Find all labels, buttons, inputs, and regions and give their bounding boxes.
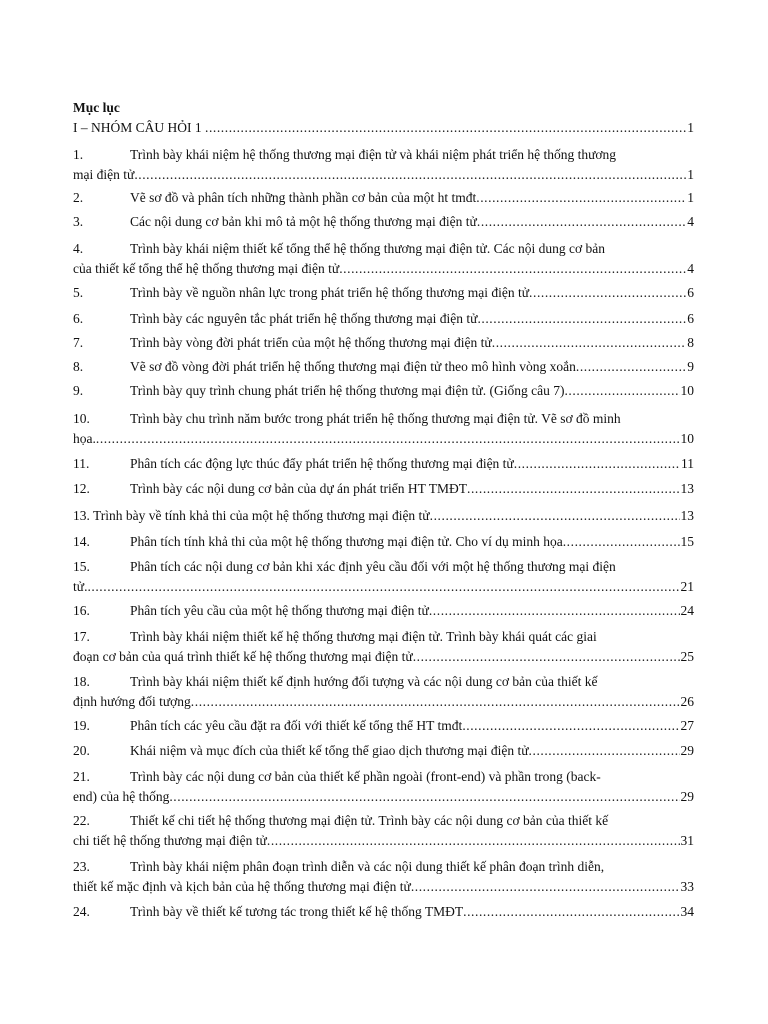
toc-entry-title: Trình bày khái niệm phân đoạn trình diễn và các nội dung thiết kế phân đoạn trình diễn, — [130, 859, 605, 874]
toc-entry-title: chi tiết hệ thống thương mại điện tử — [73, 833, 267, 848]
toc-entry[interactable] — [73, 557, 694, 597]
toc-entry-title: end) của hệ thống — [73, 789, 170, 804]
toc-entry[interactable] — [73, 767, 694, 807]
toc-entry-title: Trình bày khái niệm thiết kế hệ thống thương mại điện tử. Trình bày khái quát các giai — [130, 629, 597, 644]
toc-entry-title: Trình bày khái niệm hệ thống thương mại điện tử và khái niệm phát triển hệ thống thương — [130, 147, 617, 162]
toc-entry[interactable] — [73, 857, 694, 897]
toc-entry-page: 6 — [686, 283, 694, 303]
toc-entry-number: 11. — [73, 456, 90, 471]
toc-entry-title: Thiết kế chi tiết hệ thống thương mại điện tử. Trình bày các nội dung cơ bản của thiết kế — [130, 813, 609, 828]
toc-entry-page: 6 — [686, 309, 694, 329]
toc-entry[interactable] — [73, 145, 694, 185]
toc-entry-page: 27 — [680, 716, 695, 736]
toc-entry-page: 24 — [680, 601, 695, 621]
toc-entry-title: Vẽ sơ đồ và phân tích những thành phần cơ bản của một ht tmđt — [130, 190, 477, 205]
toc-entry-page: 33 — [680, 877, 695, 897]
toc-entry-title: Trình bày khái niệm thiết kế tổng thể hệ thống thương mại điện tử. Các nội dung cơ bản — [130, 241, 605, 256]
toc-entry-page: 1 — [686, 165, 694, 185]
toc-entry[interactable] — [73, 741, 694, 761]
toc-entry[interactable] — [73, 716, 694, 736]
toc-entry-page: 26 — [680, 692, 695, 712]
toc-entry-title: Trình bày vòng đời phát triển của một hệ thống thương mại điện tử — [130, 335, 492, 350]
toc-entry-title: Trình bày các nguyên tắc phát triển hệ thống thương mại điện tử — [130, 311, 478, 326]
toc-entry-title: Trình bày các nội dung cơ bản của thiết kế phần ngoài (front-end) và phần trong (back- — [130, 769, 601, 784]
toc-entry-title: Phân tích các nội dung cơ bản khi xác định yêu cầu đối với một hệ thống thương mại điện — [130, 559, 616, 574]
toc-entry-page: 34 — [680, 902, 695, 922]
toc-entry-page: 29 — [680, 741, 695, 761]
toc-entry-page: 15 — [680, 532, 695, 552]
toc-entry-title: Phân tích yêu cầu của một hệ thống thương mại điện tử — [130, 603, 429, 618]
toc-entry-number: 19. — [73, 718, 90, 733]
toc-entry[interactable] — [73, 479, 694, 499]
toc-entry-number: 13. — [73, 508, 90, 523]
toc-entry[interactable] — [73, 283, 694, 303]
toc-entry[interactable] — [73, 532, 694, 552]
toc-entry-page: 9 — [686, 357, 694, 377]
toc-entry[interactable] — [73, 627, 694, 667]
toc-entry-page: 29 — [680, 787, 695, 807]
toc-entry-number: 10. — [73, 411, 90, 426]
toc-entry-page: 21 — [680, 577, 695, 597]
toc-entry[interactable] — [73, 188, 694, 208]
toc-entry-page: 8 — [686, 333, 694, 353]
toc-entry-number: 12. — [73, 481, 90, 496]
toc-entry-page: 4 — [686, 259, 694, 279]
toc-entry[interactable] — [73, 212, 694, 232]
toc-entry-number: 21. — [73, 769, 90, 784]
toc-entry-number: 20. — [73, 743, 90, 758]
toc-entry-title: Trình bày về thiết kế tương tác trong thiết kế hệ thống TMĐT — [130, 904, 464, 919]
toc-entry-title: Khái niệm và mục đích của thiết kế tổng thể giao dịch thương mại điện tử — [130, 743, 529, 758]
toc-entry-number: 3. — [73, 214, 84, 229]
toc-entry-number: 5. — [73, 285, 84, 300]
toc-entry-number: 16. — [73, 603, 90, 618]
toc-entry[interactable] — [73, 409, 694, 449]
toc-entry-page: 31 — [680, 831, 695, 851]
toc-entry-title: Phân tích các yêu cầu đặt ra đối với thiết kế tổng thể HT tmđt — [130, 718, 463, 733]
toc-entry-number: 7. — [73, 335, 84, 350]
toc-entry[interactable] — [73, 357, 694, 377]
toc-entry-title: Phân tích các động lực thúc đẩy phát triển hệ thống thương mại điện tử — [130, 456, 514, 471]
toc-entry-number: 22. — [73, 813, 90, 828]
toc-entry-title: họa. — [73, 431, 96, 446]
toc-entry-number: 14. — [73, 534, 90, 549]
toc-section-page: 1 — [686, 118, 694, 138]
toc-entry-title: mại điện tử — [73, 167, 135, 182]
toc-entry-page: 13 — [680, 479, 695, 499]
toc-section-title: I – NHÓM CÂU HỎI 1 — [73, 120, 202, 135]
toc-entry-number: 9. — [73, 383, 84, 398]
toc-entry-title: Trình bày chu trình năm bước trong phát triển hệ thống thương mại điện tử. Vẽ sơ đồ minh — [130, 411, 621, 426]
toc-entry-title: Trình bày quy trình chung phát triển hệ thống thương mại điện tử. (Giống câu 7) — [130, 383, 565, 398]
toc-entry[interactable] — [73, 601, 694, 621]
toc-entry-page: 10 — [680, 381, 695, 401]
toc-entry-number: 4. — [73, 241, 84, 256]
toc-entry[interactable] — [73, 309, 694, 329]
toc-entry-title: đoạn cơ bản của quá trình thiết kế hệ thống thương mại điện tử — [73, 649, 413, 664]
toc-entry-number: 1. — [73, 147, 84, 162]
toc-entry-title: Trình bày các nội dung cơ bản của dự án phát triển HT TMĐT — [130, 481, 468, 496]
toc-entry-number: 6. — [73, 311, 84, 326]
toc-entry-number: 23. — [73, 859, 90, 874]
toc-entry[interactable] — [73, 672, 694, 712]
toc-entry-page: 10 — [680, 429, 695, 449]
toc-entry[interactable] — [73, 454, 694, 474]
toc-entry[interactable] — [73, 239, 694, 279]
toc-section[interactable] — [73, 118, 694, 138]
toc-entry-number: 17. — [73, 629, 90, 644]
toc-heading: Mục lục — [73, 100, 120, 115]
toc-entry-title: tử. — [73, 579, 88, 594]
toc-entry-title: Trình bày về nguồn nhân lực trong phát triển hệ thống thương mại điện tử — [130, 285, 530, 300]
toc-entry[interactable] — [73, 381, 694, 401]
toc-entry-number: 18. — [73, 674, 90, 689]
toc-entry-title: Các nội dung cơ bản khi mô tả một hệ thống thương mại điện tử — [130, 214, 477, 229]
toc-entry[interactable] — [73, 506, 694, 526]
toc-entry-page: 11 — [680, 454, 694, 474]
toc-entry-number: 24. — [73, 904, 90, 919]
toc-entry[interactable] — [73, 811, 694, 851]
toc-entry-number: 2. — [73, 190, 84, 205]
toc-entry-page: 13 — [680, 506, 695, 526]
toc-entry-page: 4 — [686, 212, 694, 232]
toc-entry-page: 1 — [686, 188, 694, 208]
toc-entry-page: 25 — [680, 647, 695, 667]
toc-entry-number: 8. — [73, 359, 84, 374]
toc-entry-title: Trình bày về tính khả thi của một hệ thống thương mại điện tử — [93, 508, 430, 523]
toc-entry-title: Trình bày khái niệm thiết kế định hướng đối tượng và các nội dung cơ bản của thiết kế — [130, 674, 598, 689]
toc-entry-title: định hướng đối tượng — [73, 694, 191, 709]
toc-entry-title: thiết kế mặc định và kịch bản của hệ thống thương mại điện tử — [73, 879, 411, 894]
toc-entry-title: Phân tích tính khả thi của một hệ thống thương mại điện tử. Cho ví dụ minh họa — [130, 534, 563, 549]
toc-entry-title: của thiết kế tổng thể hệ thống thương mại điện tử — [73, 261, 340, 276]
toc-entry[interactable] — [73, 333, 694, 353]
toc-entry-number: 15. — [73, 559, 90, 574]
toc-entry[interactable] — [73, 902, 694, 922]
toc-entry-title: Vẽ sơ đồ vòng đời phát triển hệ thống thương mại điện tử theo mô hình vòng xoắn — [130, 359, 576, 374]
